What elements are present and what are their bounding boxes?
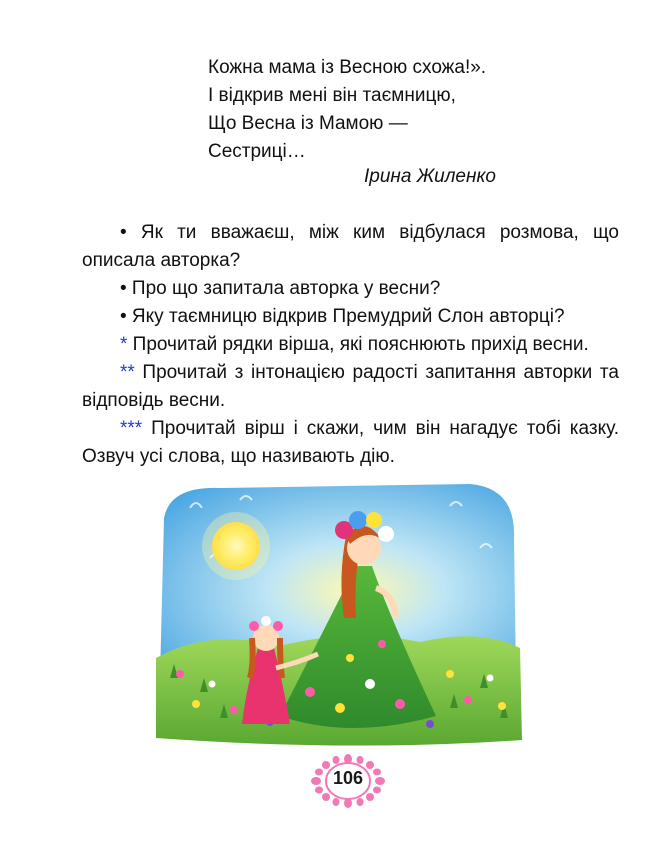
task-item <box>82 359 619 415</box>
poem-line: Що Весна із Мамою — <box>208 113 408 134</box>
task-text: Прочитай з інтонацією радості запитання авторки та відповідь весни. <box>82 362 619 411</box>
bullet-marker: • <box>120 222 127 243</box>
spring-mother-daughter-illustration <box>150 478 526 750</box>
bullet-marker: • <box>120 306 127 327</box>
task-text: Яку таємницю відкрив Премудрий Слон авторці? <box>126 306 565 327</box>
poem-author: Ірина Жиленко <box>364 166 496 187</box>
poem-line: І відкрив мені він таємницю, <box>208 85 456 106</box>
difficulty-stars: * <box>120 334 128 355</box>
poem-excerpt <box>208 54 486 166</box>
poem-line: Сестриці… <box>208 141 306 162</box>
task-item <box>82 303 619 331</box>
task-item <box>82 415 619 471</box>
task-list <box>82 219 619 471</box>
task-item <box>82 219 619 275</box>
difficulty-stars: *** <box>120 418 143 439</box>
task-text: Прочитай рядки вірша, які пояснюють прихід весни. <box>127 334 589 355</box>
task-text: Як ти вважаєш, між ким відбулася розмова, що описала авторка? <box>82 222 619 271</box>
task-item <box>82 331 619 359</box>
task-item <box>82 275 619 303</box>
sun-icon <box>202 512 270 580</box>
task-text: Про що запитала авторка у весни? <box>126 278 441 299</box>
poem-line: Кожна мама із Весною схожа!». <box>208 57 487 78</box>
bullet-marker: • <box>120 278 127 299</box>
difficulty-stars: ** <box>120 362 135 383</box>
page-number: 106 <box>332 768 364 788</box>
task-text: Прочитай вірш і скажи, чим він нагадує тобі казку. Озвуч усі слова, що називають дію. <box>82 418 619 467</box>
